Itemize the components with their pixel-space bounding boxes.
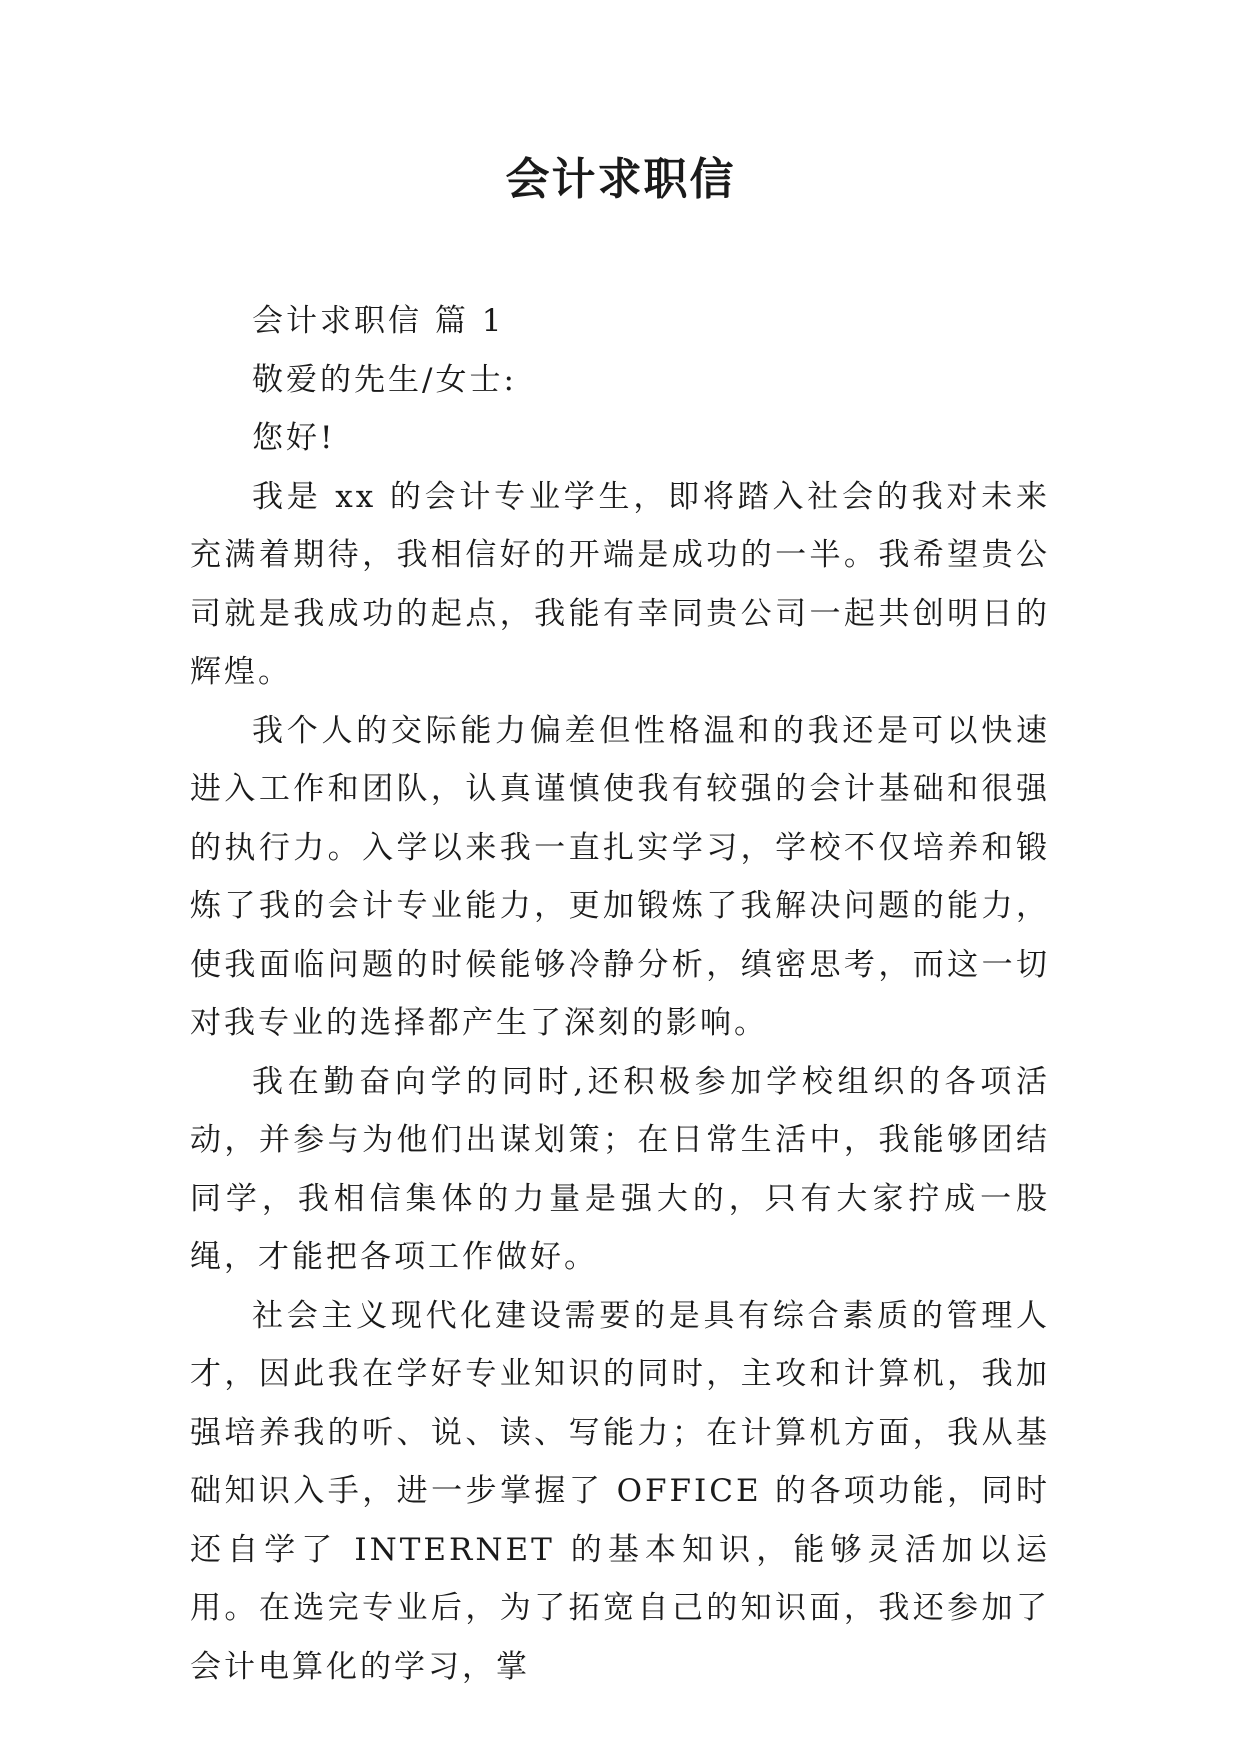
document-title: 会计求职信 bbox=[505, 154, 736, 205]
document-body bbox=[190, 292, 1050, 1696]
greeting: 您好! bbox=[252, 420, 336, 456]
salutation: 敬爱的先生/女士: bbox=[252, 361, 517, 398]
body-paragraph: 我在勤奋向学的同时,还积极参加学校组织的各项活动，并参与为他们出谋划策；在日常生活中，我能够团结同学，我相信集体的力量是强大的，只有大家拧成一股绳，才能把各项工作做好。 bbox=[190, 1063, 1050, 1275]
body-paragraph: 我个人的交际能力偏差但性格温和的我还是可以快速进入工作和团队，认真谨慎使我有较强的会计基础和很强的执行力。入学以来我一直扎实学习，学校不仅培养和锻炼了我的会计专业能力，更加锻炼了我解决问题的能力，使我面临问题的时候能够冷静分析，缜密思考，而这一切对我专业的选择都产生了深刻的影响。 bbox=[190, 712, 1050, 1041]
body-paragraph: 我是 xx 的会计专业学生，即将踏入社会的我对未来充满着期待，我相信好的开端是成功的一半。我希望贵公司就是我成功的起点，我能有幸同贵公司一起共创明日的辉煌。 bbox=[190, 478, 1050, 690]
section-heading: 会计求职信 篇 1 bbox=[252, 303, 505, 339]
body-paragraph: 社会主义现代化建设需要的是具有综合素质的管理人才，因此我在学好专业知识的同时，主攻和计算机，我加强培养我的听、说、读、写能力；在计算机方面，我从基础知识入手，进一步掌握了 OFFICE 的各项功能，同时还自学了 INTERNET 的基本知识，能够灵活加以运用。在选完专业后，为了拓宽自己的知识面，我还参加了会计电算化的学习，掌 bbox=[190, 1297, 1050, 1685]
